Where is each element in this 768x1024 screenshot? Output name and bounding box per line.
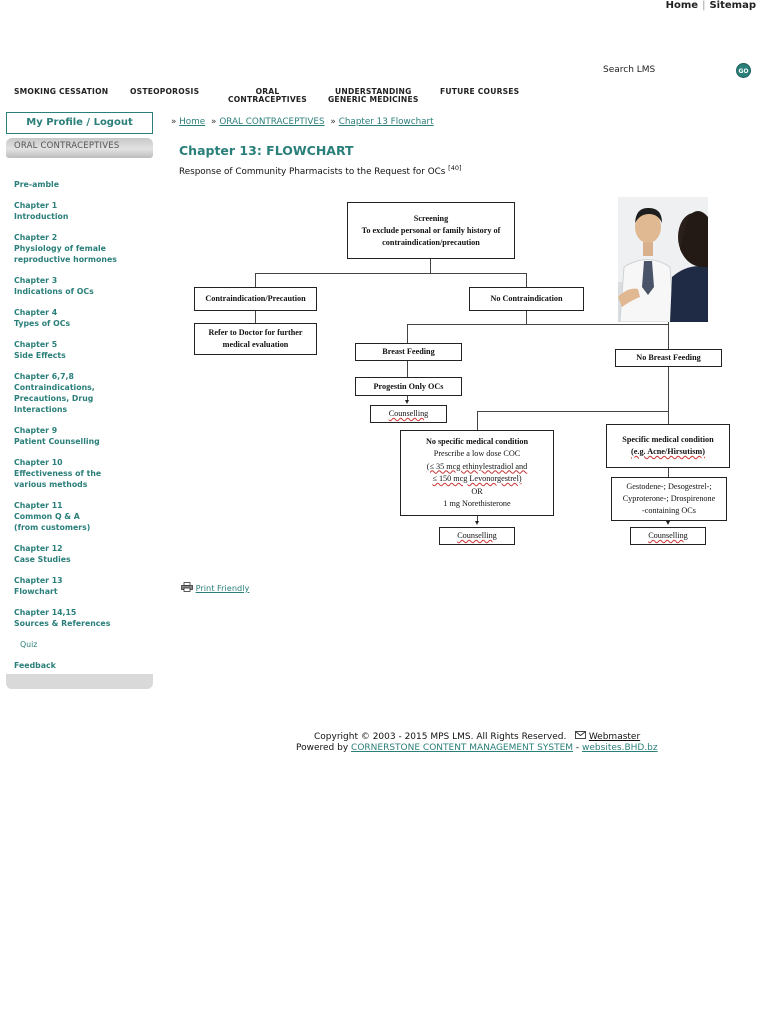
no-specific-line-4: OR (471, 486, 483, 496)
breadcrumb (171, 117, 434, 127)
breadcrumb-home[interactable]: Home (179, 117, 206, 127)
sidebar-item-chapter-13[interactable]: Chapter 13 Flowchart (14, 576, 63, 596)
breast-feeding-box: Breast Feeding (355, 343, 462, 361)
webmaster-link[interactable]: Webmaster (588, 732, 641, 742)
powered-prefix: Powered by (296, 743, 349, 753)
nav-osteoporosis[interactable]: OSTEOPOROSIS (130, 87, 200, 96)
subtitle-text: Response of Community Pharmacists to the Request for OCs (179, 166, 446, 177)
sitemap-link[interactable]: Sitemap (709, 0, 756, 11)
pharmacist-photo (618, 197, 708, 322)
refer-line-2: medical evaluation (222, 340, 289, 349)
powered-by (296, 743, 658, 753)
counselling-box-1 (370, 405, 447, 423)
site-link[interactable]: websites.BHD.bz (582, 743, 658, 753)
counselling-text: Counselling (388, 409, 429, 418)
copyright-text: Copyright © 2003 - 2015 MPS LMS. All Rights Reserved. (314, 732, 567, 742)
no-specific-condition-box (400, 430, 554, 516)
breadcrumb-sep: » (330, 117, 336, 127)
no-specific-line-1: Prescribe a low dose COC (433, 449, 521, 458)
sidebar-item-chapter-3[interactable]: Chapter 3 Indications of OCs (14, 276, 94, 296)
subtitle-reference: [40] (448, 164, 462, 172)
refer-line-1: Refer to Doctor for further (208, 328, 303, 337)
sidebar-item-chapter-11[interactable]: Chapter 11 Common Q & A (from customers) (14, 501, 91, 532)
sidebar-footer-bar (6, 674, 153, 689)
sidebar-item-chapter-5[interactable]: Chapter 5 Side Effects (14, 340, 66, 360)
breadcrumb-sep: » (210, 117, 217, 127)
search-go-button[interactable]: GO (736, 63, 751, 78)
section-tab-oral-contraceptives: ORAL CONTRACEPTIVES (6, 138, 153, 158)
print-friendly-link[interactable] (181, 582, 249, 593)
gestodene-line-2: Cyproterone-; Drospirenone (622, 494, 716, 503)
no-breast-feeding-box: No Breast Feeding (615, 349, 722, 367)
top-links: Home | Sitemap (665, 0, 756, 11)
specific-example: (e.g. Acne/Hirsutism) (631, 447, 705, 456)
sidebar-item-chapter-10[interactable]: Chapter 10 Effectiveness of the various methods (14, 458, 102, 489)
breadcrumb-sep: » (171, 117, 177, 127)
gestodene-box (611, 477, 727, 521)
counselling-text: Counselling (457, 531, 497, 540)
specific-condition-box (606, 424, 730, 468)
nav-generic-medicines[interactable]: UNDERSTANDING GENERIC MEDICINES (328, 87, 419, 104)
screening-line-1: To exclude personal or family history of (361, 225, 501, 235)
page-subtitle (179, 164, 462, 177)
cms-link[interactable]: CORNERSTONE CONTENT MANAGEMENT SYSTEM (351, 743, 574, 753)
sidebar-item-chapter-1[interactable]: Chapter 1 Introduction (14, 201, 69, 221)
sidebar-item-chapter-9[interactable]: Chapter 9 Patient Counselling (14, 426, 100, 446)
sidebar-item-chapter-12[interactable]: Chapter 12 Case Studies (14, 544, 71, 564)
no-specific-line-2: (≤ 35 mcg ethinylestradiol and (426, 461, 528, 471)
no-specific-title: No specific medical condition (425, 436, 529, 446)
breadcrumb-chapter-13[interactable]: Chapter 13 Flowchart (338, 117, 434, 127)
gestodene-line-3: -containing OCs (642, 506, 696, 515)
gestodene-line-1: Gestodene-; Desogestrel-; (626, 482, 712, 491)
print-friendly-label[interactable]: Print Friendly (195, 583, 250, 593)
screening-title: Screening (413, 213, 449, 223)
specific-title: Specific medical condition (622, 435, 714, 444)
nav-smoking-cessation[interactable]: SMOKING CESSATION (14, 87, 109, 96)
mail-icon (575, 731, 586, 739)
sidebar-item-chapter-2[interactable]: Chapter 2 Physiology of female reproductive hormones (14, 233, 117, 264)
sidebar-item-quiz[interactable]: Quiz (20, 640, 38, 649)
profile-logout-button[interactable]: My Profile / Logout (6, 112, 153, 134)
page-title: Chapter 13: FLOWCHART (179, 143, 354, 158)
breadcrumb-oral-contraceptives[interactable]: ORAL CONTRACEPTIVES (219, 117, 325, 127)
search-label: Search LMS (603, 65, 656, 75)
home-link[interactable]: Home (665, 0, 699, 11)
screening-box (347, 202, 515, 259)
no-specific-line-5: 1 mg Norethisterone (443, 499, 511, 508)
printer-icon (181, 582, 193, 592)
nav-oral-contraceptives[interactable]: ORAL CONTRACEPTIVES (228, 87, 307, 104)
sidebar-item-feedback[interactable]: Feedback (14, 661, 56, 670)
counselling-box-3 (630, 527, 706, 545)
powered-dash: - (575, 743, 580, 753)
counselling-text: Counselling (648, 531, 688, 540)
no-contraindication-box: No Contraindication (469, 287, 584, 311)
nav-future-courses[interactable]: FUTURE COURSES (440, 87, 520, 96)
progestin-only-box: Progestin Only OCs (355, 377, 462, 396)
contraindication-box: Contraindication/Precaution (194, 287, 317, 311)
sidebar-menu (14, 179, 144, 681)
screening-line-2: contraindication/precaution (382, 237, 480, 247)
counselling-box-2 (439, 527, 515, 545)
sidebar-item-chapter-4[interactable]: Chapter 4 Types of OCs (14, 308, 71, 328)
sidebar-item-chapter-14-15[interactable]: Chapter 14,15 Sources & References (14, 608, 111, 628)
refer-doctor-box (194, 323, 317, 355)
sidebar-item-preamble[interactable]: Pre-amble (14, 180, 60, 189)
copyright (314, 731, 640, 742)
no-specific-line-3: ≤ 150 mcg Levonorgestrel) (432, 474, 522, 483)
sidebar-item-chapter-6-7-8[interactable]: Chapter 6,7,8 Contraindications, Precautions, Drug Interactions (14, 372, 95, 414)
